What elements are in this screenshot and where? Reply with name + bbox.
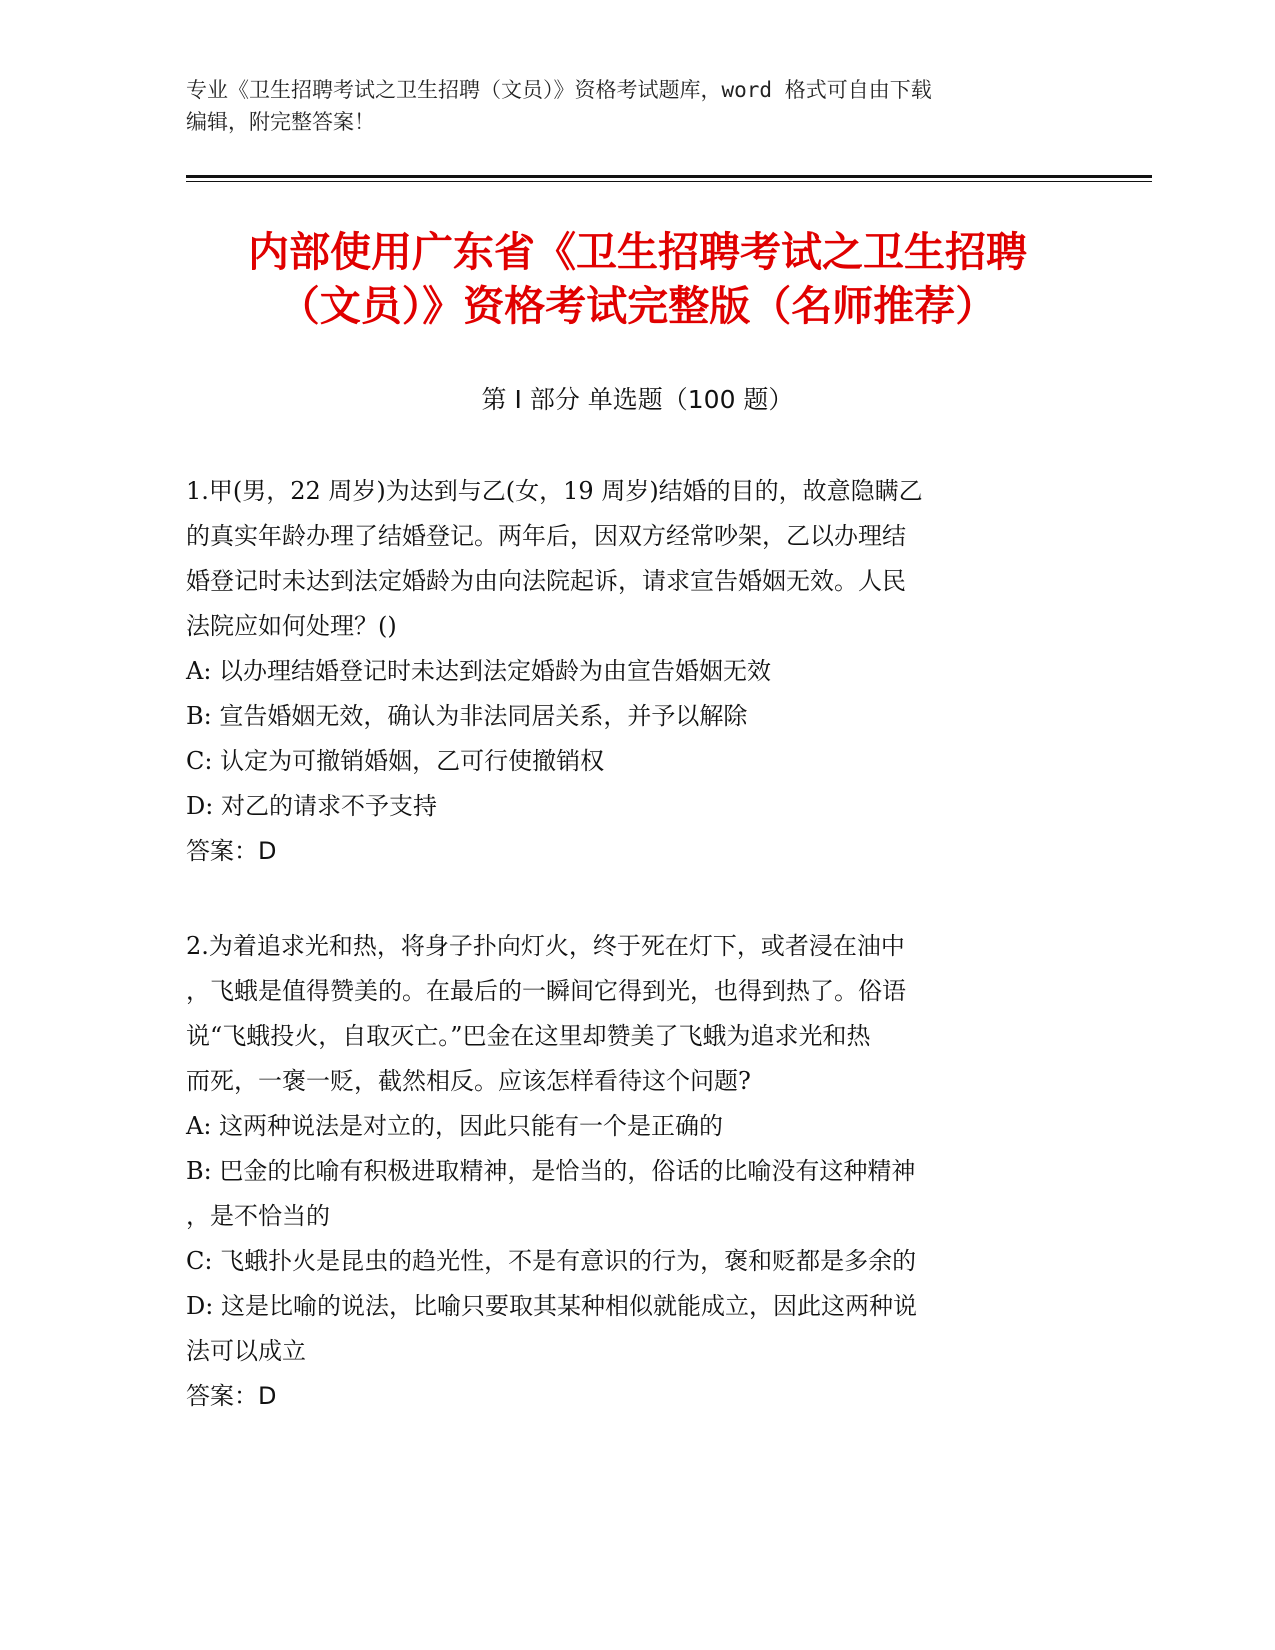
option-d-continued: 法可以成立 [186,1337,306,1365]
answer-label: 答案：D [186,1382,277,1410]
option-a: A: 以办理结婚登记时未达到法定婚龄为由宣告婚姻无效 [186,657,772,685]
header-note-line: 专业《卫生招聘考试之卫生招聘（文员）》资格考试题库，word 格式可自由下载 [186,78,932,102]
question-block [186,469,1076,874]
question-stem-line: 2.为着追求光和热，将身子扑向灯火，终于死在灯下，或者浸在油中 [186,932,905,960]
option-c: C: 飞蛾扑火是昆虫的趋光性，不是有意识的行为，褒和贬都是多余的 [186,1247,917,1275]
question-block [186,924,1076,1419]
option-a: A: 这两种说法是对立的，因此只能有一个是正确的 [186,1112,724,1140]
option-c: C: 认定为可撤销婚姻，乙可行使撤销权 [186,747,605,775]
question-stem-line: 婚登记时未达到法定婚龄为由向法院起诉，请求宣告婚姻无效。人民 [186,567,906,595]
question-stem-line: 法院应如何处理？() [186,612,397,640]
option-d: D: 这是比喻的说法，比喻只要取其某种相似就能成立，因此这两种说 [186,1292,917,1320]
question-stem-line: 说“飞蛾投火，自取灭亡。”巴金在这里却赞美了飞蛾为追求光和热 [186,1022,871,1050]
header-divider-thin [186,181,1152,182]
question-stem-line: 而死，一褒一贬，截然相反。应该怎样看待这个问题? [186,1067,751,1095]
header-note-line: 编辑，附完整答案！ [186,110,375,134]
document-title [140,225,1135,333]
question-stem-line: 的真实年龄办理了结婚登记。两年后，因双方经常吵架，乙以办理结 [186,522,906,550]
option-b: B: 宣告婚姻无效，确认为非法同居关系，并予以解除 [186,702,748,730]
section-heading: 第 I 部分 单选题（100 题） [481,385,794,414]
question-stem-line: 1.甲(男，22 周岁)为达到与乙(女，19 周岁)结婚的目的，故意隐瞒乙 [186,477,923,505]
question-stem-line: ，飞蛾是值得赞美的。在最后的一瞬间它得到光，也得到热了。俗语 [186,977,906,1005]
option-b-continued: ，是不恰当的 [186,1202,330,1230]
header-note [186,74,1066,138]
document-title-line: （文员）》资格考试完整版（名师推荐） [278,282,997,330]
option-b: B: 巴金的比喻有积极进取精神，是恰当的，俗话的比喻没有这种精神 [186,1157,916,1185]
document-title-line: 内部使用广东省《卫生招聘考试之卫生招聘 [248,228,1027,276]
option-d: D: 对乙的请求不予支持 [186,792,437,820]
header-divider-thick [186,175,1152,178]
answer-label: 答案：D [186,837,277,865]
